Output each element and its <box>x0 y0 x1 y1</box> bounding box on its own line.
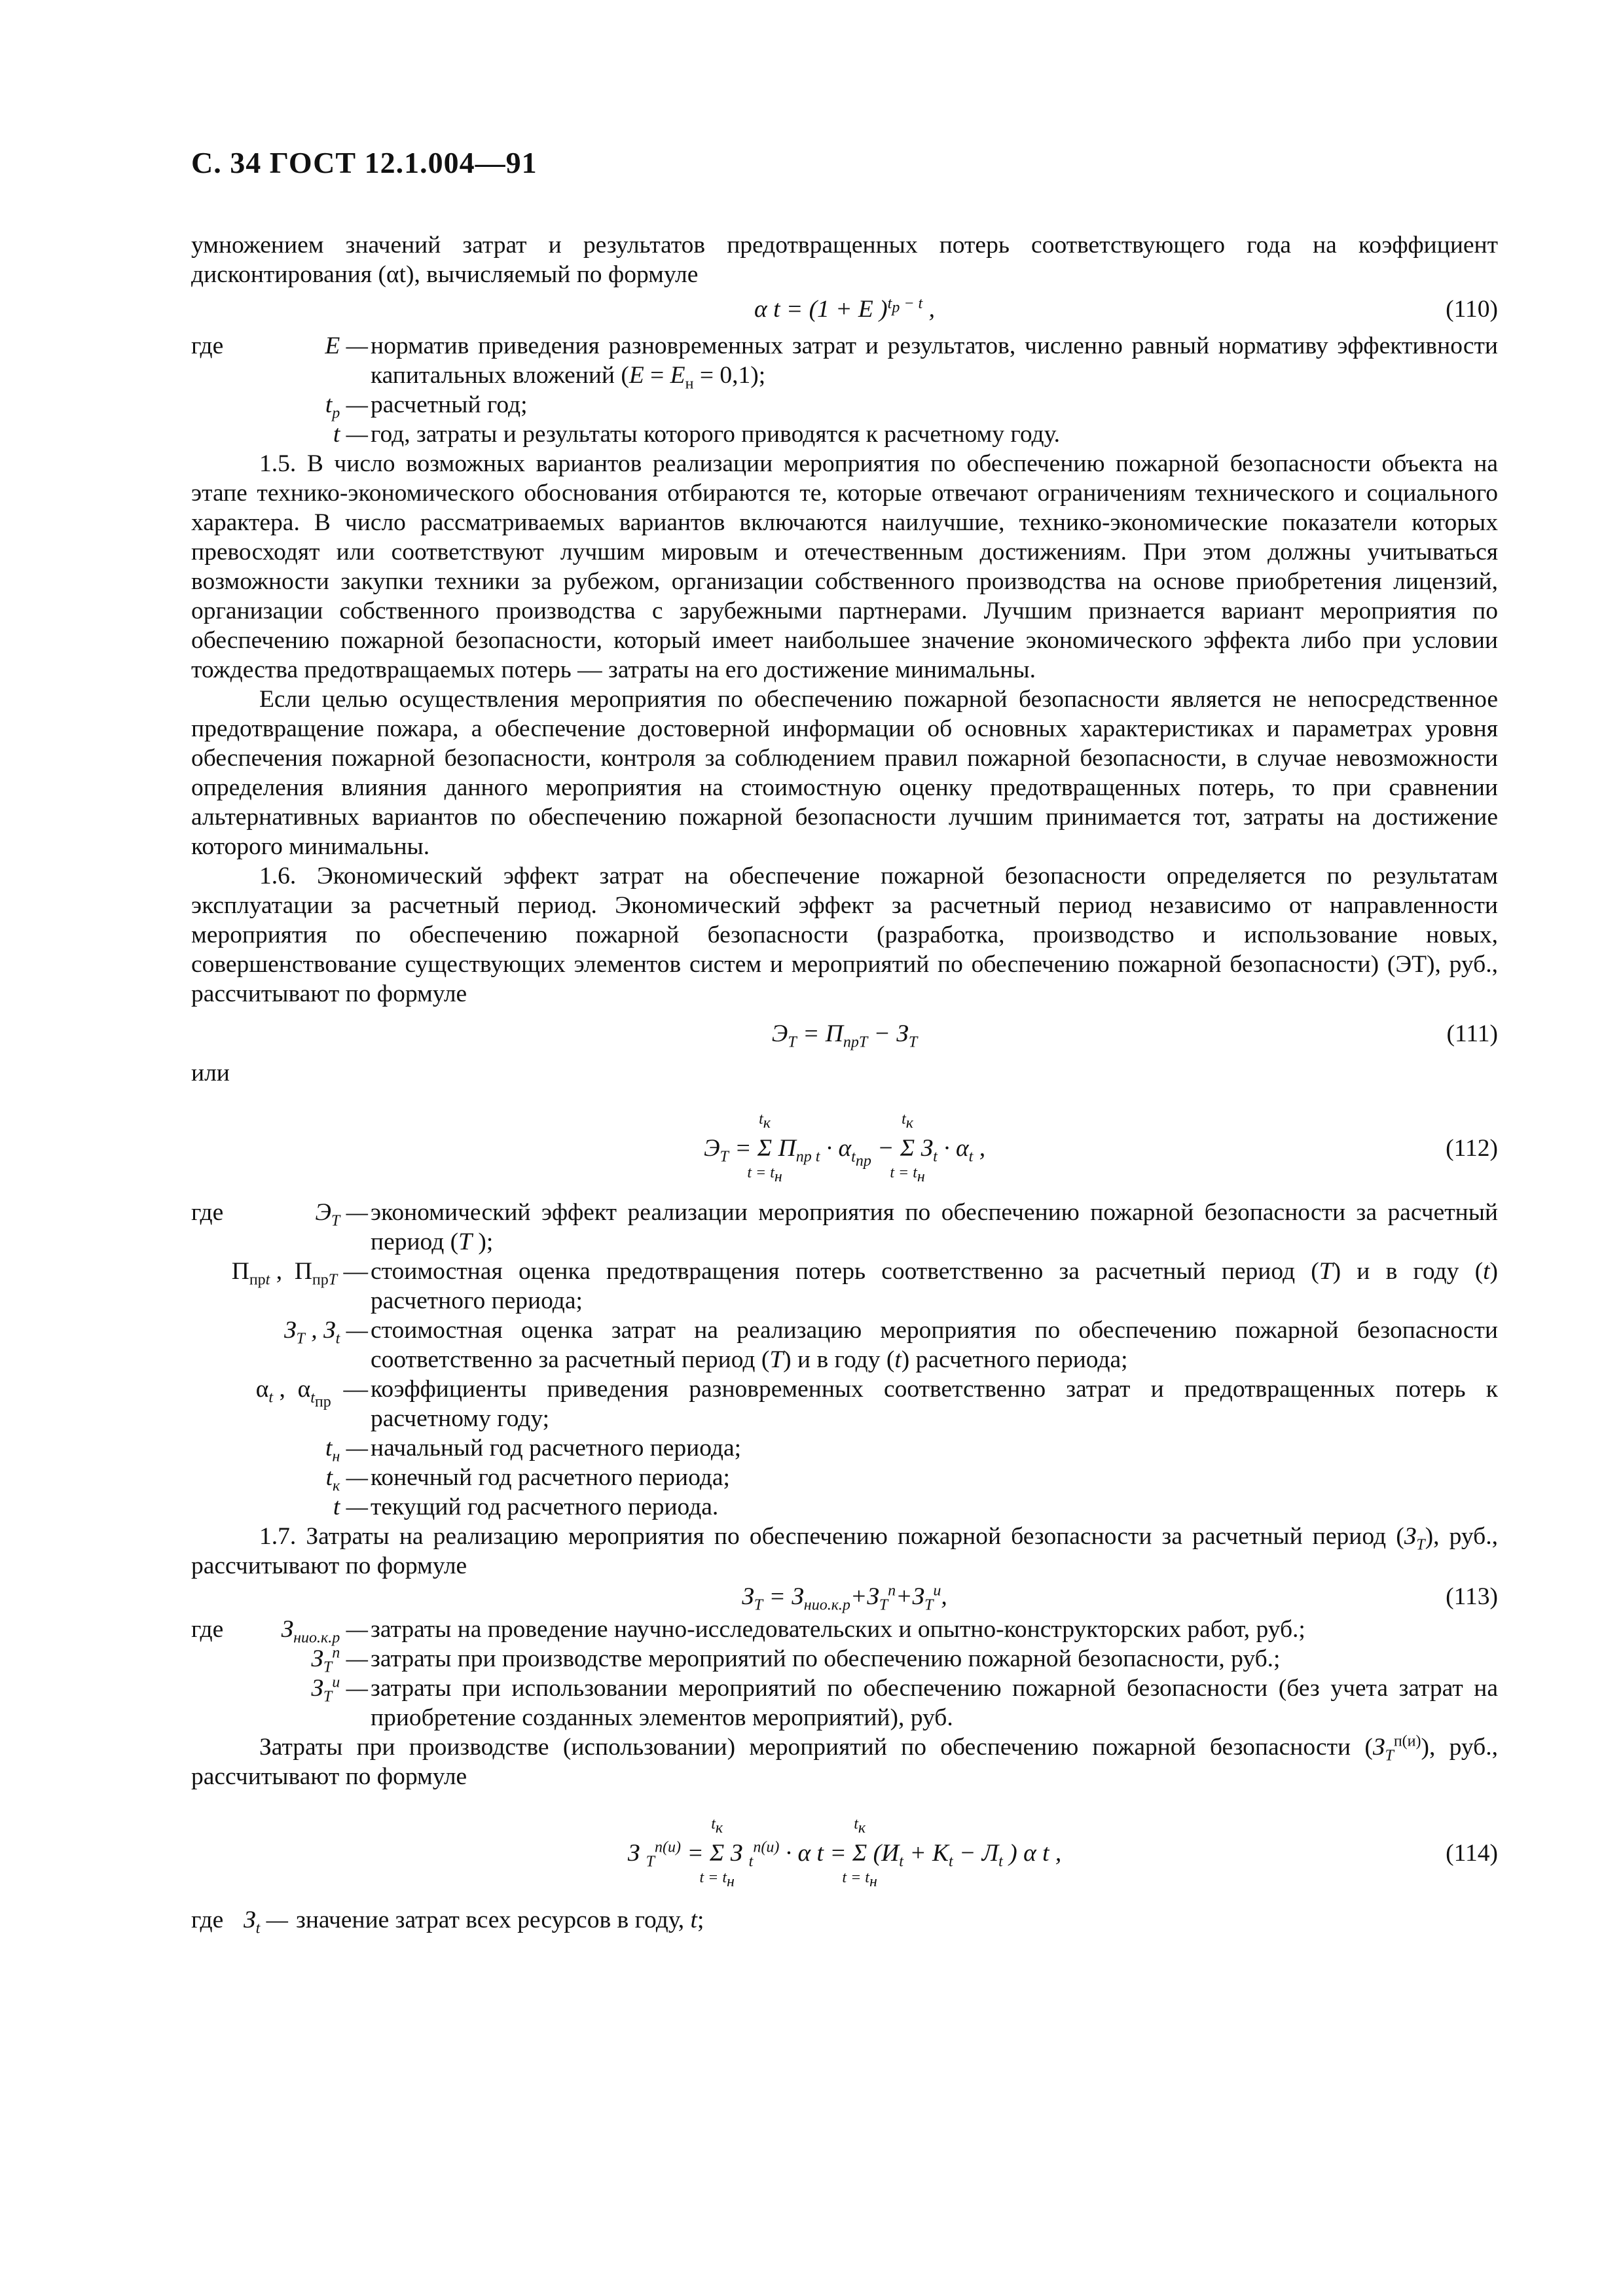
definition-symbol: $Э_T$ — <box>315 1199 368 1230</box>
definition-text: расчетный год; <box>371 391 528 418</box>
sum-symbol: Σ $t_к$ $t = t_н$ <box>747 1111 782 1185</box>
definition-text: норматив приведения разновременных затрат и результатов, численно равный нормативу эффективности капитальных вложений $(E = E_н = 0,1)$; <box>371 332 1498 393</box>
formula-114-number: (114) <box>1446 1840 1498 1867</box>
definitions-110 <box>191 331 1498 449</box>
definitions-114 <box>191 1905 1498 1935</box>
paragraph-1-7: 1.7. Затраты на реализацию мероприятия по обеспечению пожарной безопасности за расчетный период $(З_T)$, руб., рассчитывают по формуле <box>191 1523 1498 1579</box>
where-label: где <box>191 1199 224 1226</box>
intro-paragraph: умножением значений затрат и результатов предотвращенных потерь соответствующего года на коэффициент дисконтирования (αt), вычисляемый по формуле <box>191 232 1498 288</box>
where-label: где <box>191 1616 224 1643</box>
definition-symbol: $П_{прt}$ , $П_{прT}$ — <box>231 1258 368 1289</box>
definition-text: затраты при производстве мероприятий по обеспечению пожарной безопасности, руб.; <box>371 1645 1281 1672</box>
where-label: где <box>191 332 224 359</box>
definition-item <box>191 331 1498 393</box>
formula-110-expression: α t = (1 + E )$^{t_р - t}$ , <box>754 295 935 323</box>
definition-symbol: $t_р$ — <box>325 391 368 422</box>
definition-text: стоимостная оценка затрат на реализацию мероприятия по обеспечению пожарной безопасности соответственно за расчетный период (T) и в году (t) расчетного периода; <box>371 1317 1498 1373</box>
definitions-113 <box>191 1615 1498 1732</box>
definition-item <box>191 1463 1498 1495</box>
formula-112-number: (112) <box>1446 1135 1498 1162</box>
definition-text: затраты при использовании мероприятий по обеспечению пожарной безопасности (без учета затрат на приобретение созданных элементов мероприятий), руб. <box>371 1675 1498 1731</box>
definition-symbol: $З_T$ , $З_t$ — <box>283 1317 368 1348</box>
formula-113 <box>191 1582 1498 1615</box>
definition-symbol: E — <box>325 332 368 359</box>
formula-113-number: (113) <box>1446 1583 1498 1610</box>
formula-110 <box>191 295 1498 327</box>
page-header: С. 34 ГОСТ 12.1.004—91 <box>191 146 538 179</box>
definition-text: значение затрат всех ресурсов в году, t; <box>296 1907 704 1933</box>
formula-114 <box>191 1816 1498 1901</box>
definition-item <box>191 1198 1498 1257</box>
definition-symbol: t — <box>333 421 368 448</box>
definition-text: год, затраты и результаты которого приводятся к расчетному году. <box>371 421 1060 448</box>
formula-114-expression: З $_T^{п(и)}$ = Σ $t_к$ $t = t_н$ З $_t^{п(и)}$ · α t = Σ $t_к$ $t = t_н$ ($И_t + K_t - Л_t$ ) α t , <box>627 1816 1062 1890</box>
formula-113-expression: $З_T = З_{нио.к.р}+З_T^п+З_T^и$, <box>742 1582 947 1614</box>
sum-symbol: Σ $t_к$ $t = t_н$ <box>890 1111 925 1185</box>
definition-symbol: $t_н$ — <box>325 1435 368 1465</box>
sum-symbol: Σ $t_к$ $t = t_н$ <box>699 1816 735 1890</box>
definition-item <box>191 420 1498 449</box>
formula-112-expression: $Э_T = \Sigma$ $t_к$ $t = t_н$ $П_{пр t} \cdot \alpha_{t_{пр}} - \Sigma$ $t_к$ $t = t_н$ $З_t \cdot \alpha_t$ , <box>703 1111 986 1185</box>
paragraph-1-6: 1.6. Экономический эффект затрат на обеспечение пожарной безопасности определяется по результатам эксплуатации за расчетный период. Экономический эффект за расчетный период независимо от направленности мероприятия по обеспечению пожарной безопасности (разработка, производство и использование новых, совершенствование существующих элементов систем и мероприятий по обеспечению пожарной безопасности) (ЭT), руб., рассчитывают по формуле <box>191 863 1498 1007</box>
formula-110-number: (110) <box>1446 296 1498 323</box>
paragraph-1-7-continued: Затраты при производстве (использовании) мероприятий по обеспечению пожарной безопасности $(З_T^{п(и)})$, руб., рассчитывают по формуле <box>191 1732 1498 1790</box>
formula-112 <box>191 1111 1498 1193</box>
definition-item <box>191 1674 1498 1732</box>
definition-item <box>191 1644 1498 1674</box>
definitions-112 <box>191 1198 1498 1522</box>
formula-111-expression: $Э_T = П_{прT} - З_T$ <box>771 1020 918 1051</box>
definition-item <box>191 1433 1498 1463</box>
sum-symbol: Σ $t_к$ $t = t_н$ <box>842 1816 877 1890</box>
paragraph-1-5: 1.5. В число возможных вариантов реализации мероприятия по обеспечению пожарной безопасности объекта на этапе технико-экономического обоснования отбираются те, которые отвечают ограничениям технического и социального характера. В число рассматриваемых вариантов включаются наилучшие, технико-экономические показатели которых превосходят или соответствуют лучшим мировым и отечественным достижениям. При этом должны учитываться возможности закупки техники за рубежом, организации собственного производства на основе приобретения лицензий, организации собственного производства с зарубежными партнерами. Лучшим признается вариант мероприятия по обеспечению пожарной безопасности, который имеет наибольшее значение экономического эффекта либо при условии тождества предотвращаемых потерь — затраты на его достижение минимальны. <box>191 450 1498 683</box>
or-word: или <box>191 1060 230 1086</box>
definition-item <box>191 1316 1498 1374</box>
definition-text: конечный год расчетного периода; <box>371 1464 730 1491</box>
definition-item <box>191 1374 1498 1433</box>
definition-symbol: t — <box>333 1494 368 1520</box>
definition-symbol: $З_t$ — <box>244 1907 288 1937</box>
definition-symbol: $З_T^п$ — <box>311 1644 368 1676</box>
definition-symbol: $З_T^и$ — <box>311 1674 368 1706</box>
definition-item <box>191 1492 1498 1522</box>
definition-text: затраты на проведение научно-исследовательских и опытно-конструкторских работ, руб.; <box>371 1616 1305 1643</box>
definition-symbol: $t_к$ — <box>325 1464 368 1495</box>
definition-item <box>191 1257 1498 1316</box>
definition-text: текущий год расчетного периода. <box>371 1494 719 1520</box>
definition-text: экономический эффект реализации мероприятия по обеспечению пожарной безопасности за расчетный период (T ); <box>371 1199 1498 1255</box>
definition-item <box>191 1615 1498 1647</box>
definition-text: коэффициенты приведения разновременных соответственно затрат и предотвращенных потерь к расчетному году; <box>371 1376 1498 1432</box>
formula-111-number: (111) <box>1446 1020 1498 1047</box>
definition-symbol: $\alpha_t$ , $\alpha_{t_{пр}}$ — <box>255 1376 368 1410</box>
body-text <box>191 230 1498 1935</box>
definition-symbol: $З_{нио.к.р}$ — <box>281 1616 368 1647</box>
definition-item <box>191 390 1498 420</box>
definition-text: стоимостная оценка предотвращения потерь соответственно за расчетный период (T) и в году (t) расчетного периода; <box>371 1258 1498 1314</box>
formula-111 <box>191 1019 1498 1052</box>
paragraph-1-5-continued: Если целью осуществления мероприятия по обеспечению пожарной безопасности является не непосредственное предотвращение пожара, а обеспечение достоверной информации об основных характеристиках и параметрах уровня обеспечения пожарной безопасности, контроля за соблюдением правил пожарной безопасности, в случае невозможности определения влияния данного мероприятия на стоимостную оценку предотвращенных потерь, то при сравнении альтернативных вариантов по обеспечению пожарной безопасности лучшим принимается тот, затраты на достижение которого минимальны. <box>191 686 1498 860</box>
where-label: где <box>191 1907 224 1933</box>
definition-text: начальный год расчетного периода; <box>371 1435 742 1462</box>
